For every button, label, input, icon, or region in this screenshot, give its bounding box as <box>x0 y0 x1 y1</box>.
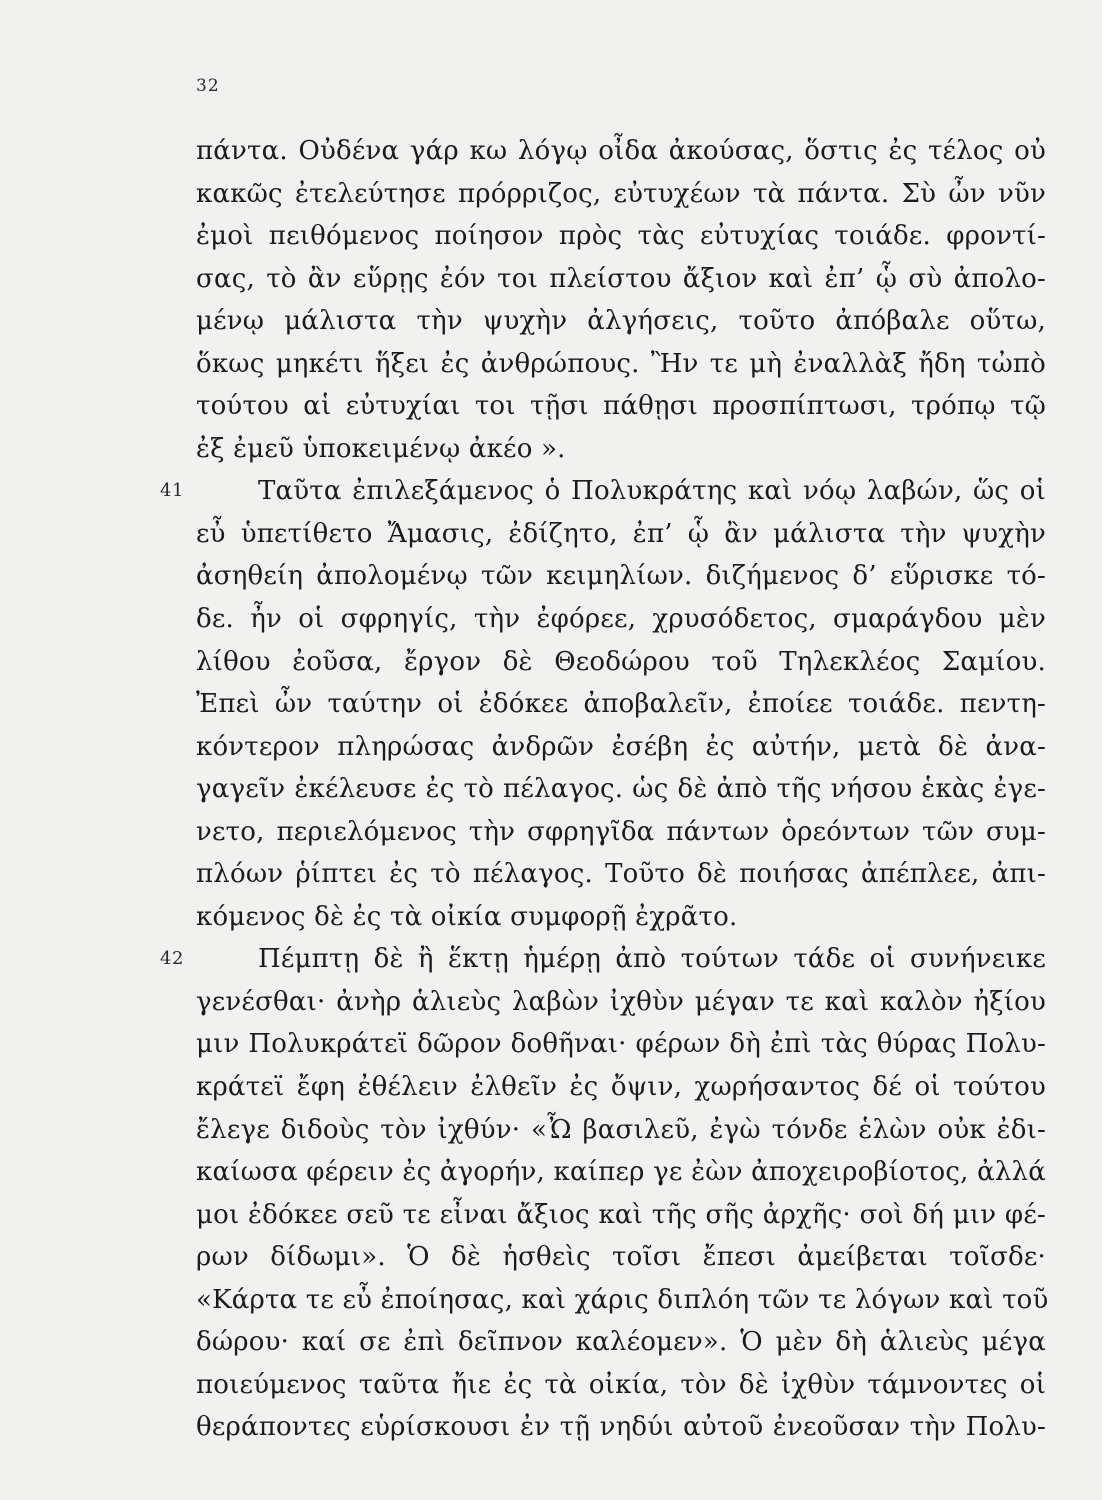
text-line <box>196 1364 1046 1407</box>
text-line <box>160 470 1046 513</box>
line-text: ἐμοὶ πειθόμενος ποίησον πρὸς τὰς εὐτυχίας τοιάδε. φροντί- <box>196 221 1046 252</box>
text-line <box>196 555 1046 598</box>
line-text: κόμενος δὲ ἐς τὰ οἰκία συμφορῇ ἐχρᾶτο. <box>196 901 738 932</box>
text-line <box>196 173 1046 216</box>
line-text: θεράποντες εὑρίσκουσι ἐν τῇ νηδύι αὐτοῦ ἐνεοῦσαν τὴν Πολυ- <box>196 1412 1046 1443</box>
line-text: νετο, περιελόμενος τὴν σφρηγῖδα πάντων ὁρεόντων τῶν συμ- <box>196 816 1046 847</box>
line-text: δε. ἦν οἱ σφρηγίς, τὴν ἐφόρεε, χρυσόδετος, σμαράγδου μὲν <box>196 604 1046 635</box>
line-text: ἔλεγε διδοὺς τὸν ἰχθύν· «Ὦ βασιλεῦ, ἐγὼ τόνδε ἑλὼν οὐκ ἐδι- <box>196 1114 1046 1145</box>
line-text: κόντερον πληρώσας ἀνδρῶν ἐσέβη ἐς αὐτήν, μετὰ δὲ ἀνα- <box>196 731 1046 762</box>
section-number: 41 <box>160 480 184 502</box>
line-text: ἀσηθείη ἀπολομένῳ τῶν κειμηλίων. διζήμενος δ’ εὕρισκε τό- <box>196 561 1046 592</box>
line-text: καίωσα φέρειν ἐς ἀγορήν, καίπερ γε ἐὼν ἀποχειροβίοτος, ἀλλά <box>196 1157 1046 1188</box>
line-text: ρων δίδωμι». Ὁ δὲ ἡσθεὶς τοῖσι ἔπεσι ἀμείβεται τοῖσδε· <box>196 1242 1046 1273</box>
text-line <box>196 258 1046 301</box>
text-line <box>196 1406 1046 1449</box>
text-line <box>196 896 1046 939</box>
text-line <box>196 811 1046 854</box>
text-line <box>196 598 1046 641</box>
text-line <box>196 853 1046 896</box>
line-text: δώρου· καί σε ἐπὶ δεῖπνον καλέομεν». Ὁ μὲν δὴ ἁλιεὺς μέγα <box>196 1327 1046 1358</box>
text-line <box>196 1194 1046 1237</box>
text-line <box>196 1321 1046 1364</box>
line-text: ποιεύμενος ταῦτα ἤιε ἐς τὰ οἰκία, τὸν δὲ ἰχθὺν τάμνοντες οἱ <box>196 1369 1046 1400</box>
text-line <box>196 683 1046 726</box>
text-line <box>196 1279 1049 1322</box>
line-text: τούτου αἱ εὐτυχίαι τοι τῇσι πάθῃσι προσπίπτωσι, τρόπῳ τῷ <box>196 391 1046 422</box>
line-text: λίθου ἐοῦσα, ἔργον δὲ Θεοδώρου τοῦ Τηλεκλέος Σαμίου. <box>196 646 1046 677</box>
text-line <box>196 513 1046 556</box>
line-text: μιν Πολυκράτεϊ δῶρον δοθῆναι· φέρων δὴ ἐπὶ τὰς θύρας Πολυ- <box>196 1029 1046 1060</box>
text-line <box>196 300 1046 343</box>
line-text: πάντα. Οὐδένα γάρ κω λόγῳ οἶδα ἀκούσας, ὅστις ἐς τέλος οὐ <box>196 136 1046 166</box>
greek-text-body <box>160 130 1049 1449</box>
page-number: 32 <box>196 76 220 96</box>
text-line <box>196 1236 1046 1279</box>
text-line <box>196 1066 1046 1109</box>
text-line <box>196 981 1046 1024</box>
line-text: κράτεϊ ἔφη ἐθέλειν ἐλθεῖν ἐς ὄψιν, χωρήσαντος δέ οἱ τούτου <box>196 1072 1046 1103</box>
text-line <box>196 1109 1046 1152</box>
text-line <box>196 385 1046 428</box>
section-number: 42 <box>160 948 184 970</box>
line-text: ὅκως μηκέτι ἥξει ἐς ἀνθρώπους. Ἢν τε μὴ ἐναλλὰξ ἤδη τὠπὸ <box>196 348 1046 379</box>
line-text: γενέσθαι· ἀνὴρ ἁλιεὺς λαβὼν ἰχθὺν μέγαν τε καὶ καλὸν ἠξίου <box>196 986 1046 1017</box>
text-line <box>196 1023 1046 1066</box>
line-text: Ἐπεὶ ὦν ταύτην οἱ ἐδόκεε ἀποβαλεῖν, ἐποίεε τοιάδε. πεντη- <box>196 689 1046 720</box>
text-line <box>196 428 1046 471</box>
line-text: εὖ ὑπετίθετο Ἄμασις, ἐδίζητο, ἐπ’ ᾧ ἂν μάλιστα τὴν ψυχὴν <box>196 518 1046 549</box>
line-text: Ταῦτα ἐπιλεξάμενος ὁ Πολυκράτης καὶ νόῳ λαβών, ὥς οἱ <box>258 476 1046 507</box>
text-line <box>196 641 1046 684</box>
text-line <box>196 1151 1046 1194</box>
line-text: γαγεῖν ἐκέλευσε ἐς τὸ πέλαγος. ὡς δὲ ἀπὸ τῆς νήσου ἑκὰς ἐγε- <box>196 774 1046 805</box>
text-line <box>196 343 1046 386</box>
text-line <box>196 130 1046 173</box>
line-text: Πέμπτῃ δὲ ἢ ἕκτῃ ἡμέρῃ ἀπὸ τούτων τάδε οἱ συνήνεικε <box>258 944 1046 975</box>
text-line <box>196 215 1046 258</box>
text-line <box>160 938 1046 981</box>
line-text: πλόων ῥίπτει ἐς τὸ πέλαγος. Τοῦτο δὲ ποιήσας ἀπέπλεε, ἀπι- <box>196 859 1046 890</box>
line-text: μοι ἐδόκεε σεῦ τε εἶναι ἄξιος καὶ τῆς σῆς ἀρχῆς· σοὶ δή μιν φέ- <box>196 1199 1046 1230</box>
line-text: «Κάρτα τε εὖ ἐποίησας, καὶ χάρις διπλόη τῶν τε λόγων καὶ τοῦ <box>196 1284 1049 1315</box>
line-text: ἐξ ἐμεῦ ὑποκειμένῳ ἀκέο ». <box>196 433 566 464</box>
line-text: μένῳ μάλιστα τὴν ψυχὴν ἀλγήσεις, τοῦτο ἀπόβαλε οὕτω, <box>196 306 1046 337</box>
text-line <box>196 768 1046 811</box>
text-line <box>196 726 1046 769</box>
line-text: κακῶς ἐτελεύτησε πρόρριζος, εὐτυχέων τὰ πάντα. Σὺ ὦν νῦν <box>196 178 1046 209</box>
line-text: σας, τὸ ἂν εὕρῃς ἐόν τοι πλείστου ἄξιον καὶ ἐπ’ ᾧ σὺ ἀπολο- <box>196 263 1046 294</box>
